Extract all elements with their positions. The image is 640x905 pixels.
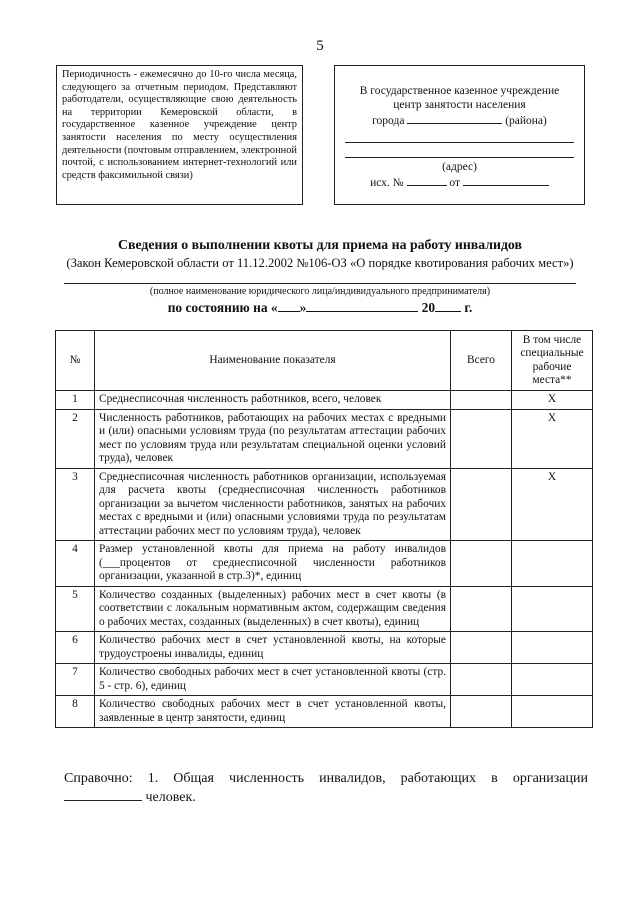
row-special-cell[interactable] — [512, 632, 593, 664]
address-blank-line-1[interactable] — [345, 128, 574, 143]
row-special-cell[interactable] — [512, 664, 593, 696]
row-no: 4 — [56, 541, 95, 587]
row-no: 5 — [56, 586, 95, 632]
row-no: 8 — [56, 696, 95, 728]
table-header-row — [56, 331, 593, 391]
row-special-cell[interactable] — [512, 586, 593, 632]
year-blank[interactable] — [435, 299, 461, 312]
ref-number-blank[interactable] — [407, 174, 447, 186]
year-prefix: 20 — [421, 300, 436, 315]
day-blank[interactable] — [278, 299, 300, 312]
row-no: 3 — [56, 468, 95, 541]
table-row — [56, 632, 593, 664]
row-name: Количество созданных (выделенных) рабочих мест в счет квоты (в соответствии с локальным нормативным актом, содержащим сведения о рабочих местах, созданных (выделенных) в счет квоты), единиц — [95, 586, 451, 632]
city-label: города — [372, 115, 405, 127]
address-caption: (адрес) — [442, 161, 477, 173]
date-suffix: г. — [464, 300, 473, 315]
row-total-cell[interactable] — [451, 696, 512, 728]
row-name: Размер установленной квоты для приема на работу инвалидов (___процентов от среднесписочной численности работников организации, указанной в стр.3)*, единиц — [95, 541, 451, 587]
addressee-city-row — [343, 112, 576, 128]
org-name-blank[interactable] — [64, 283, 576, 284]
periodicity-note-box — [56, 65, 303, 205]
org-name-caption: (полное наименование юридического лица/индивидуального предпринимателя) — [149, 286, 491, 297]
row-no: 1 — [56, 391, 95, 410]
page-number: 5 — [316, 38, 324, 54]
address-blank-line-2[interactable] — [345, 143, 574, 158]
row-total-cell[interactable] — [451, 541, 512, 587]
row-total-cell[interactable] — [451, 391, 512, 410]
city-suffix: (района) — [505, 115, 547, 127]
row-name: Количество свободных рабочих мест в счет установленной квоты (стр. 5 - стр. 6), единиц — [95, 664, 451, 696]
month-blank[interactable] — [306, 299, 418, 312]
table-row — [56, 664, 593, 696]
ref-label: исх. № — [370, 177, 404, 189]
reference-note — [64, 770, 588, 807]
periodicity-note-text: Периодичность - ежемесячно до 10-го числа месяца, следующего за отчетным периодом. Представляют работодатели, осуществляющие свою деятельность на территории Кемеровской области, в государственное казенное учреждение центр занятости населения по месту осуществления деятельности (почтовым отправлением, электронной почтой, с использованием интернет-технологий или средств факсимильной связи) — [62, 69, 297, 181]
table-row — [56, 409, 593, 468]
ref-date-label: от — [449, 177, 461, 189]
addressee-box — [334, 65, 585, 205]
row-special-cell[interactable] — [512, 696, 593, 728]
row-total-cell[interactable] — [451, 409, 512, 468]
row-no: 6 — [56, 632, 95, 664]
disabled-count-blank[interactable] — [64, 788, 142, 801]
row-no: 7 — [56, 664, 95, 696]
form-title: Сведения о выполнении квоты для приема на работу инвалидов — [118, 237, 522, 252]
report-date-line — [0, 299, 640, 316]
row-name: Количество рабочих мест в счет установленной квоты, на которые трудоустроены инвалиды, единиц — [95, 632, 451, 664]
row-special-cell: Х — [512, 409, 593, 468]
quota-table — [55, 330, 593, 728]
city-blank[interactable] — [407, 112, 502, 124]
row-no: 2 — [56, 409, 95, 468]
form-subtitle: (Закон Кемеровской области от 11.12.2002 №106-ОЗ «О порядке квотирования рабочих мест») — [66, 256, 574, 270]
addressee-line1: В государственное казенное учреждение — [359, 85, 560, 97]
row-total-cell[interactable] — [451, 468, 512, 541]
row-total-cell[interactable] — [451, 632, 512, 664]
addressee-line2: центр занятости населения — [393, 99, 526, 111]
date-middle: » — [299, 300, 307, 315]
row-total-cell[interactable] — [451, 664, 512, 696]
table-row — [56, 468, 593, 541]
reference-note-text: Справочно: 1. Общая численность инвалидов, работающих в организации — [64, 771, 588, 786]
row-name: Численность работников, работающих на рабочих местах с вредными и (или) опасными условиям труда (по результатам аттестации рабочих мест по условиям труда или результатам специальной оценки условий труда), человек — [95, 409, 451, 468]
row-name: Среднесписочная численность работников организации, используемая для расчета квоты (среднесписочная численность работников организации за вычетом численности работников, занятых на рабочих местах с вредными и (или) опасными условиями труда по результатам аттестации рабочих мест по условиям труда), человек — [95, 468, 451, 541]
row-special-cell[interactable] — [512, 541, 593, 587]
ref-row — [343, 174, 576, 190]
row-special-cell: Х — [512, 468, 593, 541]
table-row — [56, 541, 593, 587]
row-name: Среднесписочная численность работников, всего, человек — [95, 391, 451, 410]
header-no: № — [56, 331, 95, 391]
row-name: Количество свободных рабочих мест в счет установленной квоты, заявленные в центр занятости, единиц — [95, 696, 451, 728]
ref-date-blank[interactable] — [463, 174, 549, 186]
table-row — [56, 586, 593, 632]
row-special-cell: Х — [512, 391, 593, 410]
reference-note-unit: человек. — [145, 790, 196, 805]
date-prefix: по состоянию на « — [167, 300, 278, 315]
row-total-cell[interactable] — [451, 586, 512, 632]
table-row — [56, 696, 593, 728]
table-row — [56, 391, 593, 410]
header-total: Всего — [451, 331, 512, 391]
header-name: Наименование показателя — [95, 331, 451, 391]
header-special: В том числе специальные рабочие места** — [512, 331, 593, 391]
